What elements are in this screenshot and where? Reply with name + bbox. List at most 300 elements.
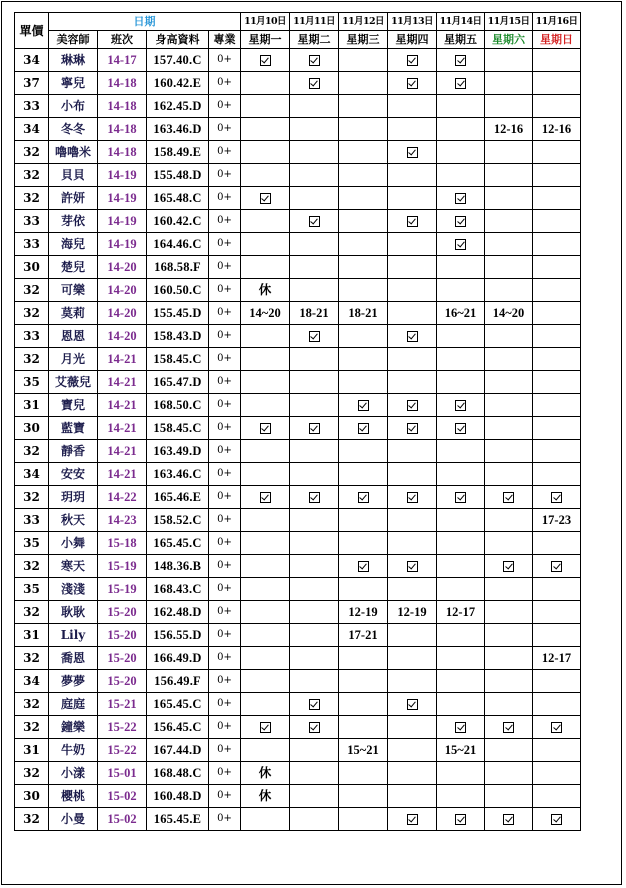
beautician-name: 許妍 xyxy=(49,187,98,210)
day-cell xyxy=(485,647,533,670)
day-cell xyxy=(290,785,339,808)
table-row xyxy=(15,532,581,555)
specialty-cell: 0+ xyxy=(209,555,241,578)
beautician-name: 藍寶 xyxy=(49,417,98,440)
day-cell xyxy=(290,509,339,532)
table-row xyxy=(15,141,581,164)
body-info-cell: 163.49.D xyxy=(147,440,209,463)
class-cell: 14-19 xyxy=(98,187,147,210)
header-weekday-1: 星期一 xyxy=(241,31,290,49)
day-cell xyxy=(290,233,339,256)
day-cell xyxy=(241,325,290,348)
body-info-cell: 165.45.C xyxy=(147,532,209,555)
checkbox-checked-icon xyxy=(455,216,466,227)
day-cell xyxy=(339,164,388,187)
specialty-cell: 0+ xyxy=(209,325,241,348)
price-cell: 32 xyxy=(15,647,49,670)
day-cell xyxy=(290,187,339,210)
day-cell xyxy=(485,532,533,555)
table-row xyxy=(15,509,581,532)
price-cell: 35 xyxy=(15,578,49,601)
day-cell xyxy=(290,601,339,624)
table-row xyxy=(15,578,581,601)
specialty-cell: 0+ xyxy=(209,440,241,463)
checkbox-checked-icon xyxy=(309,722,320,733)
day-cell xyxy=(533,762,581,785)
header-weekday-3: 星期三 xyxy=(339,31,388,49)
body-info-cell: 148.36.B xyxy=(147,555,209,578)
day-cell xyxy=(437,647,485,670)
beautician-name: 海兒 xyxy=(49,233,98,256)
day-cell xyxy=(533,532,581,555)
beautician-name: 小漾 xyxy=(49,762,98,785)
price-cell: 32 xyxy=(15,348,49,371)
day-cell xyxy=(485,509,533,532)
day-cell xyxy=(437,578,485,601)
day-cell xyxy=(485,601,533,624)
beautician-name: 寶兒 xyxy=(49,394,98,417)
table-row xyxy=(15,463,581,486)
day-cell xyxy=(290,394,339,417)
day-cell xyxy=(485,785,533,808)
checkbox-checked-icon xyxy=(407,814,418,825)
body-info-cell: 155.45.D xyxy=(147,302,209,325)
day-cell xyxy=(339,210,388,233)
day-cell-checked xyxy=(437,716,485,739)
day-cell-checked xyxy=(388,49,437,72)
specialty-cell: 0+ xyxy=(209,739,241,762)
day-cell-checked xyxy=(290,49,339,72)
specialty-cell: 0+ xyxy=(209,624,241,647)
day-cell xyxy=(485,578,533,601)
table-row xyxy=(15,486,581,509)
header-weekday-7: 星期日 xyxy=(533,31,581,49)
day-cell xyxy=(485,95,533,118)
table-row xyxy=(15,417,581,440)
day-cell xyxy=(290,808,339,831)
checkbox-checked-icon xyxy=(309,55,320,66)
specialty-cell: 0+ xyxy=(209,187,241,210)
day-cell xyxy=(437,532,485,555)
body-info-cell: 167.44.D xyxy=(147,739,209,762)
price-cell: 32 xyxy=(15,440,49,463)
checkbox-checked-icon xyxy=(503,492,514,503)
day-cell xyxy=(533,233,581,256)
beautician-name: 淺淺 xyxy=(49,578,98,601)
day-cell xyxy=(388,532,437,555)
day-cell xyxy=(290,279,339,302)
day-cell xyxy=(485,348,533,371)
price-cell: 31 xyxy=(15,394,49,417)
day-cell xyxy=(241,72,290,95)
day-cell-checked xyxy=(485,716,533,739)
day-cell: 12-19 xyxy=(388,601,437,624)
price-cell: 33 xyxy=(15,509,49,532)
day-cell xyxy=(485,762,533,785)
price-cell: 32 xyxy=(15,486,49,509)
checkbox-checked-icon xyxy=(503,561,514,572)
day-cell xyxy=(290,256,339,279)
day-cell xyxy=(339,808,388,831)
day-cell xyxy=(533,463,581,486)
day-cell-checked xyxy=(290,210,339,233)
day-cell: 17-23 xyxy=(533,509,581,532)
day-cell-checked xyxy=(437,394,485,417)
day-cell-checked xyxy=(241,417,290,440)
table-row xyxy=(15,348,581,371)
day-cell xyxy=(437,371,485,394)
body-info-cell: 163.46.C xyxy=(147,463,209,486)
beautician-name: 貝貝 xyxy=(49,164,98,187)
price-cell: 32 xyxy=(15,302,49,325)
body-info-cell: 156.49.F xyxy=(147,670,209,693)
day-cell: 12-17 xyxy=(533,647,581,670)
beautician-name: 嚕嚕米 xyxy=(49,141,98,164)
checkbox-checked-icon xyxy=(358,400,369,411)
price-cell: 34 xyxy=(15,670,49,693)
price-cell: 35 xyxy=(15,532,49,555)
beautician-name: 安安 xyxy=(49,463,98,486)
price-cell: 33 xyxy=(15,95,49,118)
day-cell-checked xyxy=(241,486,290,509)
table-row xyxy=(15,555,581,578)
beautician-name: 櫻桃 xyxy=(49,785,98,808)
table-row xyxy=(15,256,581,279)
specialty-cell: 0+ xyxy=(209,693,241,716)
class-cell: 15-21 xyxy=(98,693,147,716)
day-cell xyxy=(339,647,388,670)
day-cell xyxy=(290,141,339,164)
day-cell xyxy=(339,49,388,72)
day-cell xyxy=(388,164,437,187)
beautician-name: 小舞 xyxy=(49,532,98,555)
header-specialty: 專業 xyxy=(209,31,241,49)
beautician-name: 耿耿 xyxy=(49,601,98,624)
day-cell xyxy=(388,118,437,141)
day-cell xyxy=(388,187,437,210)
beautician-name: Lily xyxy=(49,624,98,647)
specialty-cell: 0+ xyxy=(209,302,241,325)
table-row xyxy=(15,210,581,233)
checkbox-checked-icon xyxy=(309,423,320,434)
specialty-cell: 0+ xyxy=(209,118,241,141)
day-cell xyxy=(533,394,581,417)
day-cell xyxy=(290,762,339,785)
price-cell: 35 xyxy=(15,371,49,394)
body-info-cell: 168.50.C xyxy=(147,394,209,417)
day-cell xyxy=(339,532,388,555)
specialty-cell: 0+ xyxy=(209,601,241,624)
table-row xyxy=(15,601,581,624)
body-info-cell: 160.42.E xyxy=(147,72,209,95)
price-cell: 32 xyxy=(15,762,49,785)
checkbox-checked-icon xyxy=(407,331,418,342)
class-cell: 14-20 xyxy=(98,256,147,279)
price-cell: 31 xyxy=(15,624,49,647)
day-cell xyxy=(339,95,388,118)
specialty-cell: 0+ xyxy=(209,394,241,417)
class-cell: 14-17 xyxy=(98,49,147,72)
specialty-cell: 0+ xyxy=(209,164,241,187)
day-cell xyxy=(485,233,533,256)
checkbox-checked-icon xyxy=(260,722,271,733)
header-date-7: 11月16日 xyxy=(533,13,581,31)
body-info-cell: 165.47.D xyxy=(147,371,209,394)
body-info-cell: 162.48.D xyxy=(147,601,209,624)
day-cell xyxy=(533,187,581,210)
day-cell xyxy=(388,578,437,601)
day-cell xyxy=(485,164,533,187)
day-cell xyxy=(485,440,533,463)
day-cell-checked xyxy=(388,808,437,831)
day-cell xyxy=(241,348,290,371)
table-row xyxy=(15,49,581,72)
day-cell xyxy=(290,348,339,371)
day-cell xyxy=(533,371,581,394)
day-cell-checked xyxy=(388,325,437,348)
day-cell xyxy=(533,785,581,808)
checkbox-checked-icon xyxy=(455,193,466,204)
price-cell: 33 xyxy=(15,210,49,233)
table-row xyxy=(15,785,581,808)
beautician-name: 庭庭 xyxy=(49,693,98,716)
day-cell xyxy=(437,785,485,808)
checkbox-checked-icon xyxy=(407,423,418,434)
specialty-cell: 0+ xyxy=(209,509,241,532)
day-cell xyxy=(533,95,581,118)
checkbox-checked-icon xyxy=(407,561,418,572)
beautician-name: 喬恩 xyxy=(49,647,98,670)
day-cell xyxy=(339,348,388,371)
day-cell xyxy=(533,302,581,325)
day-cell xyxy=(388,302,437,325)
checkbox-checked-icon xyxy=(503,814,514,825)
beautician-name: 寧兒 xyxy=(49,72,98,95)
body-info-cell: 158.43.D xyxy=(147,325,209,348)
table-row xyxy=(15,302,581,325)
specialty-cell: 0+ xyxy=(209,49,241,72)
day-cell-checked xyxy=(339,417,388,440)
day-cell xyxy=(533,348,581,371)
checkbox-checked-icon xyxy=(455,239,466,250)
checkbox-checked-icon xyxy=(309,492,320,503)
header-weekday-4: 星期四 xyxy=(388,31,437,49)
day-cell-checked xyxy=(533,808,581,831)
checkbox-checked-icon xyxy=(455,78,466,89)
day-cell-checked xyxy=(339,555,388,578)
class-cell: 14-18 xyxy=(98,141,147,164)
day-cell xyxy=(290,532,339,555)
day-cell xyxy=(290,164,339,187)
day-cell xyxy=(533,693,581,716)
checkbox-checked-icon xyxy=(407,78,418,89)
price-cell: 32 xyxy=(15,279,49,302)
body-info-cell: 158.52.C xyxy=(147,509,209,532)
class-cell: 14-22 xyxy=(98,486,147,509)
day-cell-checked xyxy=(437,49,485,72)
table-row xyxy=(15,716,581,739)
class-cell: 15-01 xyxy=(98,762,147,785)
day-cell-checked xyxy=(388,394,437,417)
beautician-name: 冬冬 xyxy=(49,118,98,141)
day-cell xyxy=(241,578,290,601)
class-cell: 15-19 xyxy=(98,555,147,578)
day-cell xyxy=(241,118,290,141)
beautician-name: 寒天 xyxy=(49,555,98,578)
price-cell: 30 xyxy=(15,785,49,808)
day-cell: 15~21 xyxy=(437,739,485,762)
day-cell-checked xyxy=(533,555,581,578)
checkbox-checked-icon xyxy=(309,699,320,710)
class-cell: 14-18 xyxy=(98,95,147,118)
class-cell: 14-21 xyxy=(98,371,147,394)
day-cell xyxy=(485,739,533,762)
header-date-4: 11月13日 xyxy=(388,13,437,31)
day-cell xyxy=(339,72,388,95)
day-cell xyxy=(339,325,388,348)
day-cell-checked xyxy=(437,210,485,233)
header-weekday-6: 星期六 xyxy=(485,31,533,49)
day-cell xyxy=(533,279,581,302)
day-cell xyxy=(241,463,290,486)
day-cell xyxy=(437,670,485,693)
day-cell xyxy=(241,164,290,187)
day-cell xyxy=(485,463,533,486)
checkbox-checked-icon xyxy=(551,561,562,572)
checkbox-checked-icon xyxy=(358,492,369,503)
body-info-cell: 155.48.D xyxy=(147,164,209,187)
table-row xyxy=(15,187,581,210)
class-cell: 14-19 xyxy=(98,233,147,256)
day-cell-checked xyxy=(388,72,437,95)
checkbox-checked-icon xyxy=(260,423,271,434)
day-cell xyxy=(339,785,388,808)
body-info-cell: 160.48.D xyxy=(147,785,209,808)
day-cell xyxy=(533,164,581,187)
table-row xyxy=(15,440,581,463)
class-cell: 15-20 xyxy=(98,624,147,647)
day-cell-checked xyxy=(241,187,290,210)
day-cell xyxy=(533,670,581,693)
beautician-name: 秋天 xyxy=(49,509,98,532)
class-cell: 14-20 xyxy=(98,279,147,302)
day-cell-checked xyxy=(437,417,485,440)
day-cell xyxy=(437,762,485,785)
day-cell: 12-16 xyxy=(533,118,581,141)
day-cell xyxy=(388,624,437,647)
day-cell xyxy=(241,256,290,279)
day-cell xyxy=(339,670,388,693)
header-class: 班次 xyxy=(98,31,147,49)
checkbox-checked-icon xyxy=(551,492,562,503)
body-info-cell: 166.49.D xyxy=(147,647,209,670)
day-cell: 18-21 xyxy=(290,302,339,325)
day-cell-checked xyxy=(533,716,581,739)
price-cell: 30 xyxy=(15,256,49,279)
checkbox-checked-icon xyxy=(260,55,271,66)
body-info-cell: 160.50.C xyxy=(147,279,209,302)
class-cell: 14-21 xyxy=(98,463,147,486)
day-cell xyxy=(485,210,533,233)
specialty-cell: 0+ xyxy=(209,279,241,302)
day-cell xyxy=(485,49,533,72)
header-date-6: 11月15日 xyxy=(485,13,533,31)
day-cell xyxy=(437,509,485,532)
beautician-name: 小曼 xyxy=(49,808,98,831)
day-cell-checked xyxy=(290,325,339,348)
day-cell xyxy=(485,187,533,210)
price-cell: 33 xyxy=(15,325,49,348)
body-info-cell: 158.49.E xyxy=(147,141,209,164)
day-cell xyxy=(533,417,581,440)
checkbox-checked-icon xyxy=(309,78,320,89)
price-cell: 32 xyxy=(15,141,49,164)
day-cell-checked xyxy=(388,141,437,164)
day-cell-checked xyxy=(437,808,485,831)
day-cell xyxy=(437,325,485,348)
price-cell: 30 xyxy=(15,417,49,440)
table-row xyxy=(15,95,581,118)
specialty-cell: 0+ xyxy=(209,785,241,808)
day-cell xyxy=(241,509,290,532)
table-row xyxy=(15,233,581,256)
day-cell xyxy=(290,95,339,118)
beautician-name: 月光 xyxy=(49,348,98,371)
beautician-name: 艾薇兒 xyxy=(49,371,98,394)
class-cell: 14-19 xyxy=(98,164,147,187)
day-cell xyxy=(437,555,485,578)
checkbox-checked-icon xyxy=(407,492,418,503)
day-cell xyxy=(437,256,485,279)
price-cell: 34 xyxy=(15,463,49,486)
day-cell xyxy=(241,555,290,578)
day-cell xyxy=(241,601,290,624)
day-cell-checked xyxy=(290,693,339,716)
header-weekday-5: 星期五 xyxy=(437,31,485,49)
day-cell: 休 xyxy=(241,785,290,808)
checkbox-checked-icon xyxy=(358,423,369,434)
checkbox-checked-icon xyxy=(455,400,466,411)
day-cell-checked xyxy=(437,233,485,256)
day-cell xyxy=(241,141,290,164)
day-cell-checked xyxy=(339,486,388,509)
day-cell-checked xyxy=(388,486,437,509)
header-weekday-2: 星期二 xyxy=(290,31,339,49)
specialty-cell: 0+ xyxy=(209,256,241,279)
table-row xyxy=(15,762,581,785)
day-cell xyxy=(485,256,533,279)
checkbox-checked-icon xyxy=(309,216,320,227)
body-info-cell: 160.42.C xyxy=(147,210,209,233)
beautician-name: 牛奶 xyxy=(49,739,98,762)
class-cell: 15-02 xyxy=(98,808,147,831)
price-cell: 31 xyxy=(15,739,49,762)
specialty-cell: 0+ xyxy=(209,716,241,739)
day-cell xyxy=(339,256,388,279)
day-cell xyxy=(388,762,437,785)
day-cell-checked xyxy=(388,693,437,716)
day-cell xyxy=(290,440,339,463)
checkbox-checked-icon xyxy=(407,699,418,710)
day-cell xyxy=(388,279,437,302)
body-info-cell: 162.45.D xyxy=(147,95,209,118)
day-cell xyxy=(388,509,437,532)
checkbox-checked-icon xyxy=(260,492,271,503)
price-cell: 33 xyxy=(15,233,49,256)
class-cell: 14-23 xyxy=(98,509,147,532)
class-cell: 14-21 xyxy=(98,348,147,371)
day-cell-checked xyxy=(485,555,533,578)
